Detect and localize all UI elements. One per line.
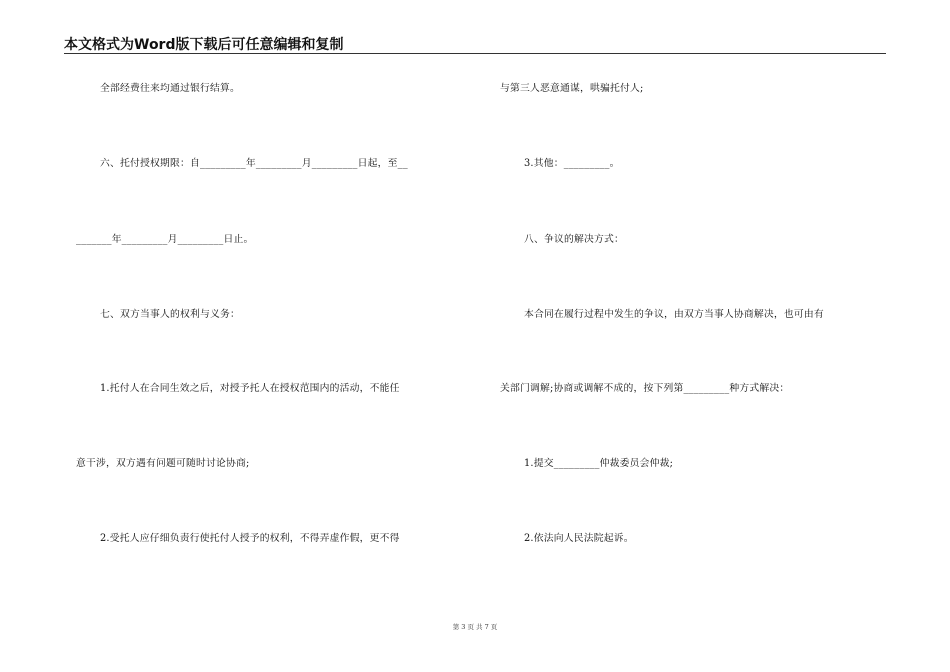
left-line-1: 全部经费往来均通过银行结算。 [100,83,240,94]
header-divider [64,53,886,54]
right-line-6: 1.提交_________仲裁委员会仲裁; [524,458,674,469]
right-line-2: 3.其他：_________。 [524,158,620,169]
page-number-footer: 第 3 页 共 7 页 [452,623,498,631]
left-line-4: 七、双方当事人的权利与义务： [100,309,240,320]
document-header-title: 本文格式为Word版下载后可任意编辑和复制 [64,37,344,53]
right-line-4: 本合同在履行过程中发生的争议，由双方当事人协商解决，也可由有 [524,309,824,320]
left-line-2: 六、托付授权期限：自_________年_________月_________日起，至__ [100,158,408,169]
left-line-3: _______年_________月_________日止。 [76,234,254,245]
right-line-3: 八、争议的解决方式： [524,234,624,245]
left-line-7: 2.受托人应仔细负责行使托付人授予的权利，不得弄虚作假，更不得 [100,533,400,544]
right-line-7: 2.依法向人民法院起诉。 [524,533,634,544]
right-line-5: 关部门调解;协商或调解不成的，按下列第_________种方式解决： [500,383,790,394]
left-line-5: 1.托付人在合同生效之后，对授予托人在授权范围内的活动，不能任 [100,383,400,394]
left-line-6: 意干涉，双方遇有问题可随时讨论协商; [76,458,250,469]
right-line-1: 与第三人恶意通谋，哄骗托付人; [500,83,644,94]
